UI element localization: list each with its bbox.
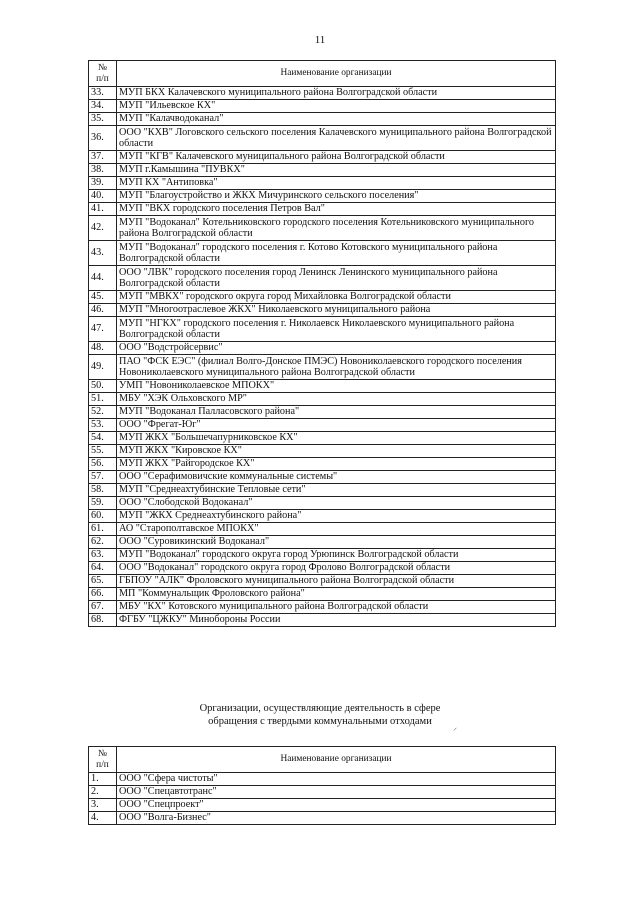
waste-organizations-table xyxy=(88,746,556,825)
row-number: 53. xyxy=(89,419,117,432)
row-number: 56. xyxy=(89,458,117,471)
table-row xyxy=(89,216,556,241)
table-row xyxy=(89,241,556,266)
organization-name: ФГБУ "ЦЖКУ" Минобороны России xyxy=(117,614,556,627)
table-row xyxy=(89,355,556,380)
organization-name: ООО "ЛВК" городского поселения город Ленинск Ленинского муниципального района Волгоградской области xyxy=(117,266,556,291)
organization-name: МУП "Водоканал Палласовского района" xyxy=(117,406,556,419)
table-row xyxy=(89,113,556,126)
organization-name: МБУ "ХЭК Ольховского МР" xyxy=(117,393,556,406)
row-number: 63. xyxy=(89,549,117,562)
section-heading xyxy=(0,702,640,728)
row-number: 66. xyxy=(89,588,117,601)
organization-name: ООО "Волга-Бизнес" xyxy=(117,812,556,825)
organization-name: МУП "Среднеахтубинские Тепловые сети" xyxy=(117,484,556,497)
organization-name: МУП "Водоканал" городского поселения г. Котово Котовского муниципального района Волгоградской области xyxy=(117,241,556,266)
stray-mark: ⸝ xyxy=(453,723,457,732)
table-header xyxy=(89,747,556,773)
row-number: 55. xyxy=(89,445,117,458)
organization-name: ООО "КХВ" Логовского сельского поселения Калачевского муниципального района Волгоградской области xyxy=(117,126,556,151)
table-row xyxy=(89,536,556,549)
row-number: 50. xyxy=(89,380,117,393)
organization-name: ООО "Водстройсервис" xyxy=(117,342,556,355)
column-header-name: Наименование организации xyxy=(117,747,556,773)
organization-name: ООО "Суровикинский Водоканал" xyxy=(117,536,556,549)
table-row xyxy=(89,151,556,164)
table-row xyxy=(89,799,556,812)
table-row xyxy=(89,523,556,536)
organization-name: ООО "Сфера чистоты" xyxy=(117,773,556,786)
organization-name: ООО "Фрегат-Юг" xyxy=(117,419,556,432)
organization-name: МУП "ВКХ городского поселения Петров Вал" xyxy=(117,203,556,216)
table-row xyxy=(89,291,556,304)
row-number: 41. xyxy=(89,203,117,216)
row-number: 46. xyxy=(89,304,117,317)
row-number: 4. xyxy=(89,812,117,825)
table-row xyxy=(89,393,556,406)
table-row xyxy=(89,445,556,458)
table-row xyxy=(89,177,556,190)
organization-name: МУП "МВКХ" городского округа город Михайловка Волгоградской области xyxy=(117,291,556,304)
row-number: 45. xyxy=(89,291,117,304)
row-number: 44. xyxy=(89,266,117,291)
organization-name: МУП "Водоканал" городского округа город Урюпинск Волгоградской области xyxy=(117,549,556,562)
row-number: 62. xyxy=(89,536,117,549)
organization-name: МУП ЖКХ "Кировское КХ" xyxy=(117,445,556,458)
table-row xyxy=(89,342,556,355)
row-number: 39. xyxy=(89,177,117,190)
organizations-table xyxy=(88,60,556,627)
table-row xyxy=(89,549,556,562)
table-row xyxy=(89,497,556,510)
organization-name: МУП "Калачводоканал" xyxy=(117,113,556,126)
organization-name: ООО "Серафимовичские коммунальные системы" xyxy=(117,471,556,484)
row-number: 52. xyxy=(89,406,117,419)
row-number: 67. xyxy=(89,601,117,614)
row-number: 35. xyxy=(89,113,117,126)
row-number: 57. xyxy=(89,471,117,484)
organization-name: МУП КХ "Антиповка" xyxy=(117,177,556,190)
table-row xyxy=(89,562,556,575)
row-number: 2. xyxy=(89,786,117,799)
column-header-number: № п/п xyxy=(89,61,117,87)
row-number: 3. xyxy=(89,799,117,812)
row-number: 38. xyxy=(89,164,117,177)
organization-name: МУП г.Камышина "ПУВКХ" xyxy=(117,164,556,177)
table-row xyxy=(89,575,556,588)
table-row xyxy=(89,266,556,291)
table-row xyxy=(89,304,556,317)
row-number: 47. xyxy=(89,317,117,342)
table-row xyxy=(89,87,556,100)
organization-name: АО "Старополтавское МПОКХ" xyxy=(117,523,556,536)
organization-name: ООО "Спецпроект" xyxy=(117,799,556,812)
organization-name: МУП "Водоканал" Котельниковского городского поселения Котельниковского муниципального района Волгоградской области xyxy=(117,216,556,241)
section-heading-line1: Организации, осуществляющие деятельность в сфере xyxy=(199,703,441,714)
organization-name: МУП "ЖКХ Среднеахтубинского района" xyxy=(117,510,556,523)
table-row xyxy=(89,786,556,799)
row-number: 33. xyxy=(89,87,117,100)
organization-name: МУП "Многоотраслевое ЖКХ" Николаевского муниципального района xyxy=(117,304,556,317)
row-number: 37. xyxy=(89,151,117,164)
row-number: 49. xyxy=(89,355,117,380)
organization-name: ООО "Спецавтотранс" xyxy=(117,786,556,799)
row-number: 43. xyxy=(89,241,117,266)
organization-name: ООО "Водоканал" городского округа город Фролово Волгоградской области xyxy=(117,562,556,575)
row-number: 68. xyxy=(89,614,117,627)
organization-name: МУП ЖКХ "Большечапурниковское КХ" xyxy=(117,432,556,445)
organization-name: МУП "Благоустройство и ЖКХ Мичуринского сельского поселения" xyxy=(117,190,556,203)
column-header-name: Наименование организации xyxy=(117,61,556,87)
row-number: 58. xyxy=(89,484,117,497)
table-row xyxy=(89,406,556,419)
row-number: 48. xyxy=(89,342,117,355)
organization-name: ООО "Слободской Водоканал" xyxy=(117,497,556,510)
table-row xyxy=(89,203,556,216)
row-number: 60. xyxy=(89,510,117,523)
row-number: 36. xyxy=(89,126,117,151)
table-row xyxy=(89,773,556,786)
row-number: 59. xyxy=(89,497,117,510)
table-row xyxy=(89,432,556,445)
organization-name: ПАО "ФСК ЕЭС" (филиал Волго-Донское ПМЭС) Новониколаевского городского поселения Новониколаевского муниципального района Волгоградской области xyxy=(117,355,556,380)
row-number: 40. xyxy=(89,190,117,203)
table-row xyxy=(89,458,556,471)
row-number: 64. xyxy=(89,562,117,575)
organization-name: МУП "КГВ" Калачевского муниципального района Волгоградской области xyxy=(117,151,556,164)
organization-name: МУП "НГКХ" городского поселения г. Николаевск Николаевского муниципального района Волгоградской области xyxy=(117,317,556,342)
table-row xyxy=(89,380,556,393)
row-number: 61. xyxy=(89,523,117,536)
row-number: 42. xyxy=(89,216,117,241)
table-row xyxy=(89,317,556,342)
table-row xyxy=(89,601,556,614)
row-number: 51. xyxy=(89,393,117,406)
organization-name: УМП "Новониколаевское МПОКХ" xyxy=(117,380,556,393)
page-number: 11 xyxy=(314,34,326,46)
section-heading-line2: обращения с твердыми коммунальными отходами xyxy=(208,716,432,727)
table-row xyxy=(89,812,556,825)
table-row xyxy=(89,164,556,177)
table-row xyxy=(89,471,556,484)
organization-name: МУП БКХ Калачевского муниципального района Волгоградской области xyxy=(117,87,556,100)
column-header-number: № п/п xyxy=(89,747,117,773)
table-row xyxy=(89,510,556,523)
row-number: 1. xyxy=(89,773,117,786)
organization-name: ГБПОУ "АЛК" Фроловского муниципального района Волгоградской области xyxy=(117,575,556,588)
table-row xyxy=(89,126,556,151)
organization-name: МУП ЖКХ "Райгородское КХ" xyxy=(117,458,556,471)
organization-name: МУП "Ильевское КХ" xyxy=(117,100,556,113)
table-row xyxy=(89,614,556,627)
row-number: 34. xyxy=(89,100,117,113)
table-row xyxy=(89,419,556,432)
row-number: 65. xyxy=(89,575,117,588)
table-row xyxy=(89,484,556,497)
organization-name: МБУ "КХ" Котовского муниципального района Волгоградской области xyxy=(117,601,556,614)
row-number: 54. xyxy=(89,432,117,445)
table-row xyxy=(89,100,556,113)
table-header xyxy=(89,61,556,87)
organization-name: МП "Коммунальщик Фроловского района" xyxy=(117,588,556,601)
table-row xyxy=(89,190,556,203)
table-row xyxy=(89,588,556,601)
